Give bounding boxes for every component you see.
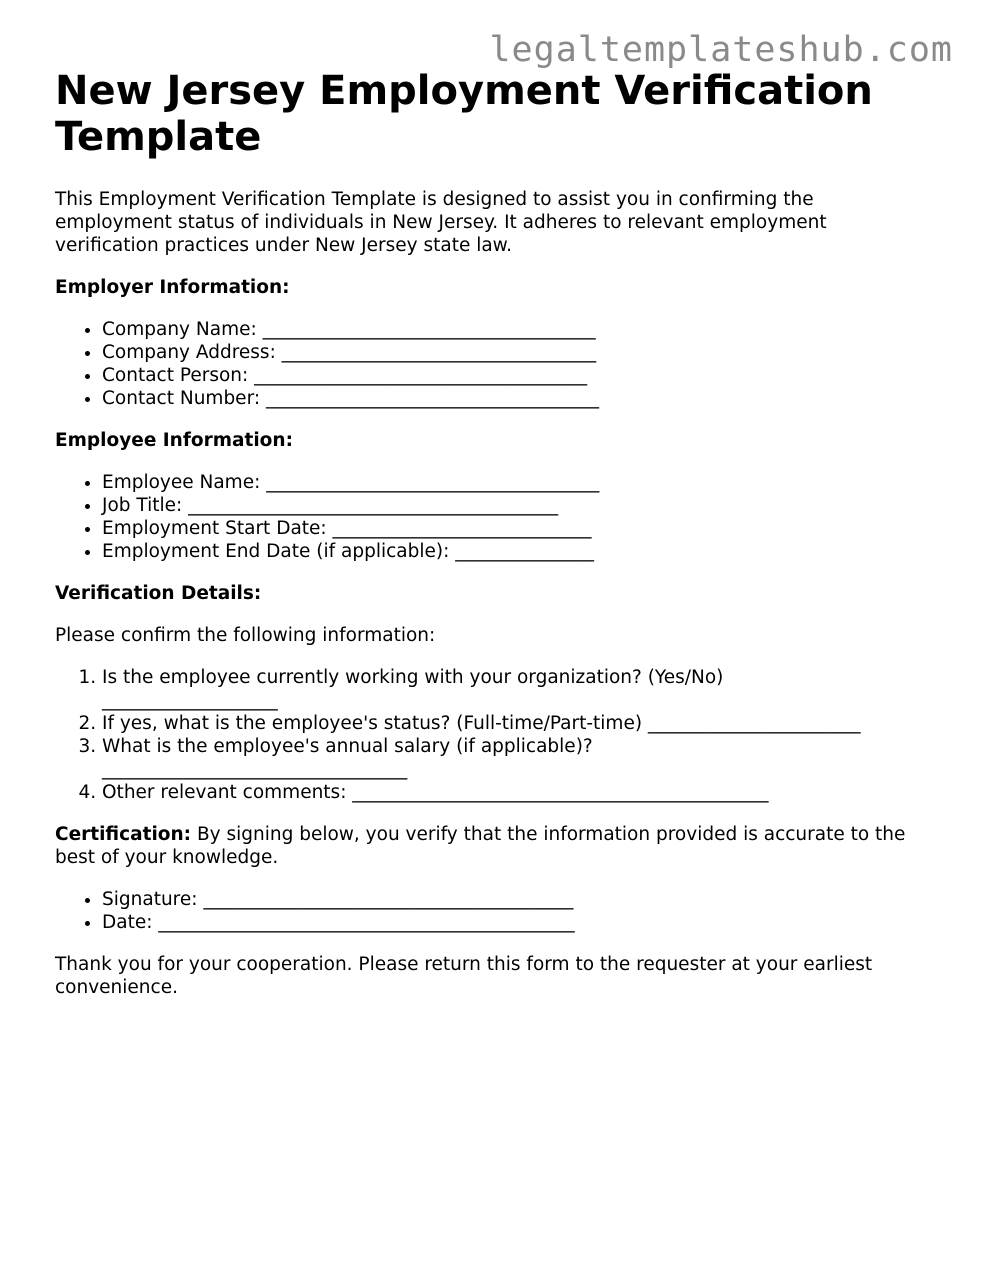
intro-paragraph: This Employment Verification Template is designed to assist you in confirming the employment status of individuals in New Jersey. It adheres to relevant employment verification practices under New Jersey state law. <box>55 189 827 256</box>
employer-fields-list <box>55 318 935 410</box>
question-text: What is the employee's annual salary (if applicable)? <box>102 736 593 757</box>
employee-name-field[interactable]: • Employee Name: ____________________________________ <box>102 471 935 494</box>
page-title: New Jersey Employment Verification Template <box>55 68 873 160</box>
employer-heading: Employer Information: <box>55 277 290 298</box>
answer-blank[interactable]: _________________________________ <box>102 759 408 780</box>
certification-text: By signing below, you verify that the information provided is accurate to the best of your knowledge. <box>55 824 906 868</box>
closing-paragraph: Thank you for your cooperation. Please return this form to the requester at your earliest convenience. <box>55 954 873 998</box>
document-body <box>55 68 935 999</box>
certification-paragraph <box>55 823 935 869</box>
question-other-comments[interactable] <box>102 781 935 804</box>
question-annual-salary[interactable] <box>102 735 935 781</box>
certification-label: Certification: <box>55 824 192 845</box>
contact-person-field[interactable]: • Contact Person: ____________________________________ <box>102 364 935 387</box>
job-title-field[interactable]: • Job Title: ________________________________________ <box>102 494 935 517</box>
employee-fields-list <box>55 471 935 563</box>
verification-prompt: Please confirm the following information: <box>55 625 436 646</box>
question-text: If yes, what is the employee's status? (Full-time/Part-time) _______________________ <box>102 713 861 734</box>
signature-field[interactable]: • Signature: ________________________________________ <box>102 888 935 911</box>
certification-fields-list <box>55 888 935 934</box>
date-field[interactable]: • Date: _____________________________________________ <box>102 911 935 934</box>
end-date-field[interactable]: • Employment End Date (if applicable): _______________ <box>102 540 935 563</box>
question-text: Is the employee currently working with your organization? (Yes/No) <box>102 667 724 688</box>
verification-questions-list <box>55 666 935 804</box>
question-currently-working[interactable] <box>102 666 935 712</box>
question-text: Other relevant comments: _____________________________________________ <box>102 782 769 803</box>
answer-blank[interactable]: ___________________ <box>102 690 278 711</box>
watermark: legaltemplateshub.com <box>489 30 953 70</box>
start-date-field[interactable]: • Employment Start Date: ____________________________ <box>102 517 935 540</box>
company-address-field[interactable]: • Company Address: __________________________________ <box>102 341 935 364</box>
contact-number-field[interactable]: • Contact Number: ____________________________________ <box>102 387 935 410</box>
question-employee-status[interactable] <box>102 712 935 735</box>
employee-heading: Employee Information: <box>55 430 293 451</box>
company-name-field[interactable]: • Company Name: ____________________________________ <box>102 318 935 341</box>
verification-heading: Verification Details: <box>55 583 262 604</box>
